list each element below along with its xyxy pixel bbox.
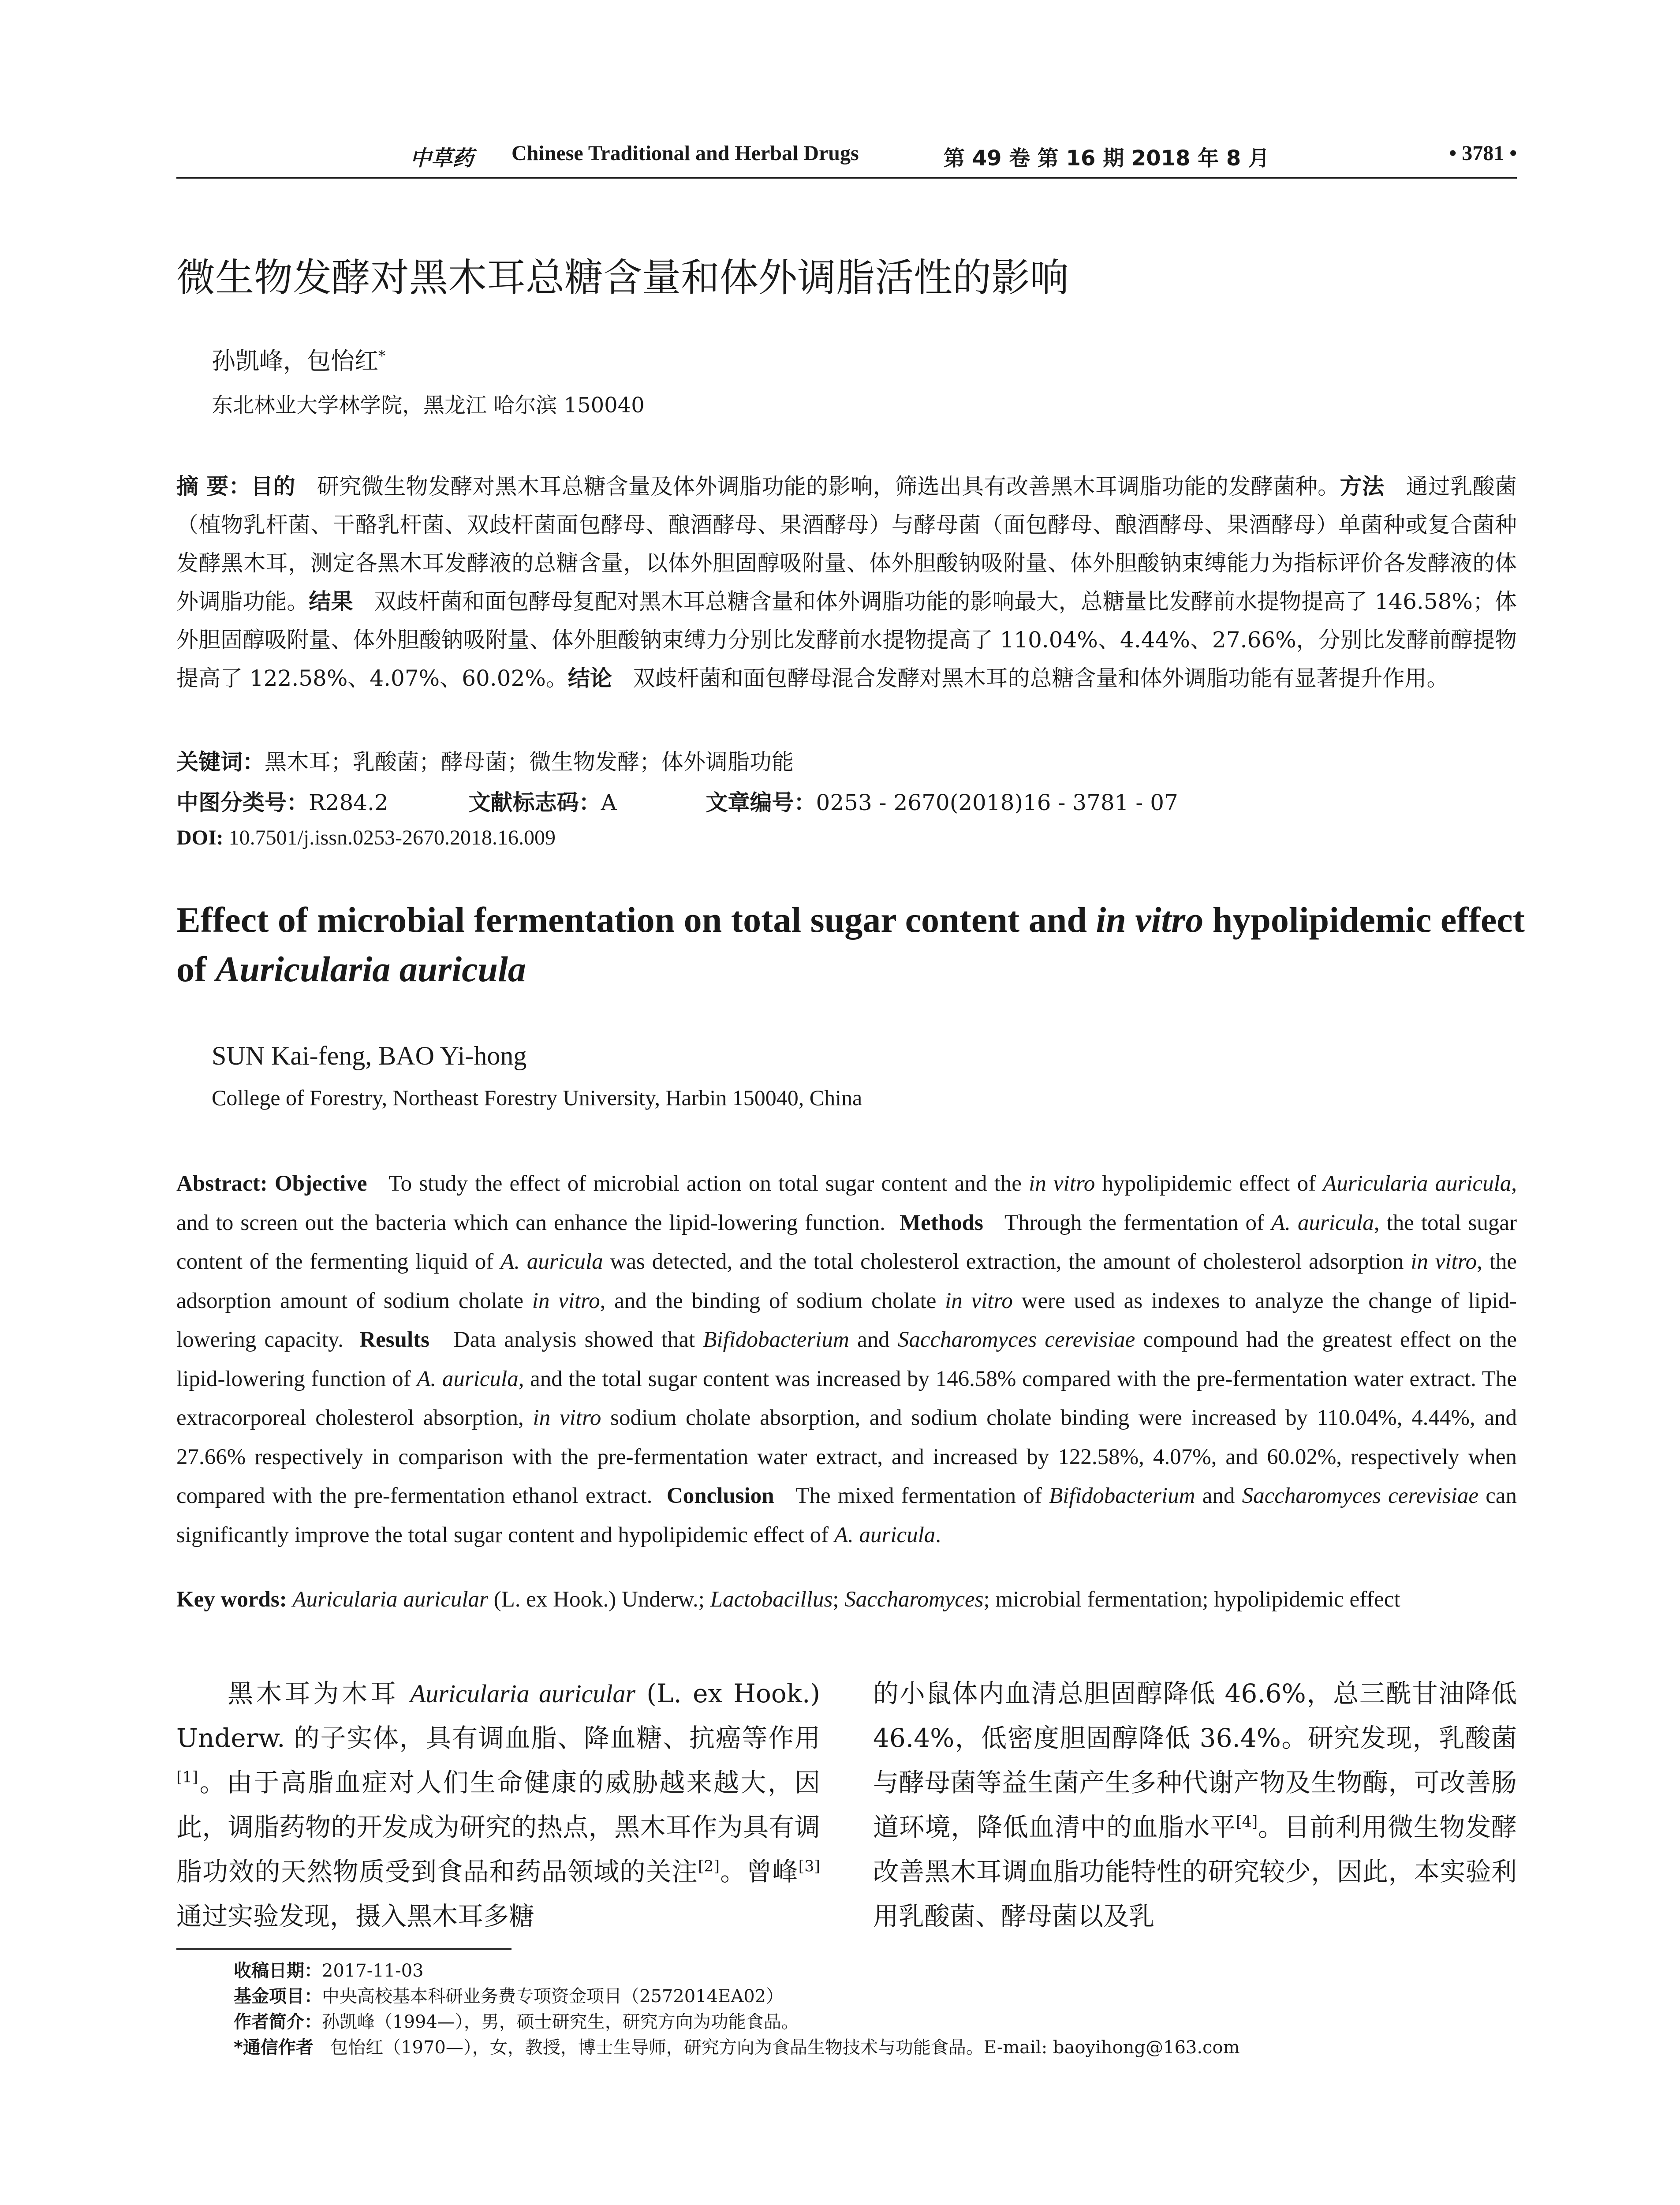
abstract-en-text: The mixed fermentation of: [795, 1484, 1049, 1508]
footnote-text: 孙凯峰（1994—），男，硕士研究生，研究方向为功能食品。: [322, 2012, 799, 2032]
header-rule: [176, 177, 1517, 179]
body-italic: Auricularia auricular: [410, 1679, 636, 1708]
abstract-en-methods-label: Methods: [900, 1210, 983, 1235]
abstract-en-italic: in vitro: [533, 1405, 601, 1430]
abstract-en-objective-label: Objective: [274, 1171, 367, 1196]
keywords-cn: [176, 744, 794, 776]
footnote-corresponding: [234, 2035, 1512, 2060]
keyword-text: ;: [833, 1587, 845, 1612]
abstract-en-text: and: [849, 1327, 898, 1352]
running-header: [176, 141, 1517, 176]
abstract-en-italic: A. auricula: [500, 1249, 603, 1274]
body-text: 黑木耳为木耳: [228, 1678, 410, 1708]
abstract-cn-results: 双歧杆菌和面包酵母复配对黑木耳总糖含量和体外调脂功能的影响最大，总糖量比发酵前水提物提高了 146.58%；体外胆固醇吸附量、体外胆酸钠吸附量、体外胆酸钠束缚力分别比发酵前水提物提高了 110.04%、4.44%、27.66%，分别比发酵前醇提物提高了 122.58%、4.07%、60.02%。: [176, 589, 1517, 691]
keyword-italic: Saccharomyces: [844, 1587, 984, 1612]
body-column-right: [873, 1671, 1517, 1939]
abstract-en-text: , the adsorption amount of sodium cholate: [176, 1249, 1517, 1313]
abstract-en-text: , and to screen out the bacteria which can enhance the lipid-lowering function.: [176, 1171, 1517, 1235]
footnote-text: 包怡红（1970—），女，教授，博士生导师，研究方向为食品生物技术与功能食品。E-mail: baoyihong@163.com: [330, 2037, 1240, 2058]
abstract-en-italic: Bifidobacterium: [1049, 1484, 1195, 1508]
footnote-rule: [176, 1948, 511, 1950]
keywords-cn-text: 黑木耳；乳酸菌；酵母菌；微生物发酵；体外调脂功能: [265, 749, 794, 775]
abstract-cn-conclusion-label: 结论: [567, 665, 612, 691]
body-text: 。曾峰: [720, 1857, 799, 1887]
abstract-en-italic: A. auricula: [1271, 1210, 1374, 1235]
classification-line: [176, 785, 1178, 817]
title-en: [176, 895, 1526, 994]
corresponding-mark: *: [378, 348, 386, 364]
footnotes: [234, 1958, 1512, 2060]
title-cn: 微生物发酵对黑木耳总糖含量和体外调脂活性的影响: [176, 255, 1069, 300]
title-en-italic1: in vitro: [1096, 900, 1204, 940]
abstract-en-italic: in vitro: [945, 1288, 1013, 1313]
doc-code-label: 文献标志码：: [468, 790, 601, 815]
abstract-en-italic: Saccharomyces cerevisiae: [1242, 1484, 1478, 1508]
authors-en: SUN Kai-feng, BAO Yi-hong: [212, 1041, 527, 1070]
abstract-en-text: hypolipidemic effect of: [1095, 1171, 1323, 1196]
abstract-en-text: was detected, and the total cholesterol extraction, the amount of cholesterol adsorption: [603, 1249, 1411, 1274]
keyword-text: (L. ex Hook.) Underw.;: [488, 1587, 710, 1612]
body-text: (L. ex Hook.) Underw. 的子实体，具有调血脂、降血糖、抗癌等作用: [176, 1678, 821, 1753]
footnote-author: [234, 2009, 1512, 2035]
authors-cn-names: 孙凯峰，包怡红: [212, 347, 378, 375]
abstract-en-italic: Saccharomyces cerevisiae: [897, 1327, 1135, 1352]
abstract-en-italic: in vitro: [532, 1288, 600, 1313]
affiliation-cn: 东北林业大学林学院，黑龙江 哈尔滨 150040: [212, 393, 645, 418]
journal-name-en: Chinese Traditional and Herbal Drugs: [511, 142, 859, 165]
page-number: • 3781 •: [1449, 142, 1517, 165]
abstract-en-text: To study the effect of microbial action on total sugar content and the: [388, 1171, 1029, 1196]
abstract-cn-conclusion: 双歧杆菌和面包酵母混合发酵对黑木耳的总糖含量和体外调脂功能有显著提升作用。: [633, 665, 1449, 691]
clc-value: R284.2: [309, 790, 388, 815]
clc-label: 中图分类号：: [176, 790, 309, 815]
footnote-label: *通信作者: [234, 2037, 314, 2058]
abstract-cn: [176, 467, 1517, 698]
abstract-en-text: were used as indexes to analyze the change of lipid-lowering capacity.: [176, 1288, 1517, 1352]
citation-ref[interactable]: [2]: [698, 1857, 720, 1876]
doi-value: 10.7501/j.issn.0253-2670.2018.16.009: [228, 826, 556, 849]
abstract-en-text: Data analysis showed that: [453, 1327, 703, 1352]
article-no-value: 0253 - 2670(2018)16 - 3781 - 07: [816, 790, 1178, 815]
keyword-italic: Auricularia auricular: [292, 1587, 488, 1612]
abstract-cn-methods: 通过乳酸菌（植物乳杆菌、干酪乳杆菌、双歧杆菌面包酵母、酿酒酵母、果酒酵母）与酵母菌（面包酵母、酿酒酵母、果酒酵母）单菌种或复合菌种发酵黑木耳，测定各黑木耳发酵液的总糖含量，以体外胆固醇吸附量、体外胆酸钠吸附量、体外胆酸钠束缚能力为指标评价各发酵液的体外调脂功能。: [176, 474, 1517, 614]
body-text: 通过实验发现，摄入黑木耳多糖: [176, 1901, 535, 1931]
abstract-cn-results-label: 结果: [309, 589, 353, 614]
abstract-en-conclusion-label: Conclusion: [666, 1484, 774, 1508]
abstract-en-results-label: Results: [359, 1327, 429, 1352]
abstract-en-text: can significantly improve the total sugar content and hypolipidemic effect of: [176, 1484, 1517, 1547]
keywords-en-label: Key words:: [176, 1587, 287, 1612]
abstract-en-italic: A. auricula: [834, 1522, 936, 1547]
abstract-en-label: Abstract:: [176, 1171, 268, 1196]
abstract-en-text: , and the binding of sodium cholate: [600, 1288, 945, 1313]
keyword-text: ; microbial fermentation; hypolipidemic effect: [983, 1587, 1400, 1612]
footnote-label: 基金项目：: [234, 1986, 322, 2007]
authors-cn: [212, 342, 385, 376]
citation-ref[interactable]: [4]: [1236, 1813, 1258, 1831]
footnote-text: 2017-11-03: [322, 1961, 424, 1981]
footnote-received: [234, 1958, 1512, 1984]
doi-line: [176, 826, 556, 850]
citation-ref[interactable]: [1]: [176, 1768, 198, 1786]
doc-code-value: A: [601, 790, 617, 815]
body-text: 。由于高脂血症对人们生命健康的威胁越来越大，因此，调脂药物的开发成为研究的热点，黑木耳作为具有调脂功效的天然物质受到食品和药品领域的关注: [176, 1768, 820, 1887]
title-en-part1: Effect of microbial fermentation on total sugar content and: [176, 900, 1096, 940]
abstract-cn-methods-label: 方法: [1340, 474, 1385, 499]
footnote-text: 中央高校基本科研业务费专项资金项目（2572014EA02）: [322, 1986, 784, 2007]
abstract-en-italic: Auricularia auricula: [1323, 1171, 1512, 1196]
body-text: 。目前利用微生物发酵改善黑木耳调血脂功能特性的研究较少，因此，本实验利用乳酸菌、酵母菌以及乳: [873, 1812, 1517, 1931]
abstract-en: [176, 1164, 1517, 1555]
keywords-cn-label: 关键词：: [176, 749, 265, 775]
issue-info: 第 49 卷 第 16 期 2018 年 8 月: [944, 146, 1269, 171]
footnote-fund: [234, 1984, 1512, 2009]
body-column-left: [176, 1671, 820, 1939]
keywords-en: [176, 1587, 1400, 1612]
abstract-en-text: , the total sugar content of the fermenting liquid of: [176, 1210, 1517, 1274]
abstract-en-text: compound had the greatest effect on the lipid-lowering function of: [176, 1327, 1517, 1391]
citation-ref[interactable]: [3]: [798, 1857, 820, 1876]
body-text: 的小鼠体内血清总胆固醇降低 46.6%，总三酰甘油降低 46.4%，低密度胆固醇降低 36.4%。研究发现，乳酸菌与酵母菌等益生菌产生多种代谢产物及生物酶，可改善肠道环境，降低血清中的血脂水平: [873, 1678, 1517, 1842]
abstract-en-italic: in vitro: [1411, 1249, 1477, 1274]
abstract-en-text: Through the fermentation of: [1004, 1210, 1272, 1235]
doi-label: DOI:: [176, 826, 224, 849]
title-en-part2: hypolipidemic effect of: [176, 900, 1525, 989]
abstract-en-text: , and the total sugar content was increased by 146.58% compared with the pre-fermentation water extract. The extracorporeal cholesterol absorption,: [176, 1366, 1517, 1430]
journal-name-cn: 中草药: [410, 146, 474, 171]
abstract-en-italic: in vitro: [1029, 1171, 1095, 1196]
keyword-italic: Lactobacillus: [710, 1587, 833, 1612]
abstract-en-italic: A. auricula: [417, 1366, 519, 1391]
abstract-cn-objective: 研究微生物发酵对黑木耳总糖含量及体外调脂功能的影响，筛选出具有改善黑木耳调脂功能的发酵菌种。: [317, 474, 1340, 499]
footnote-label: 作者简介：: [234, 2012, 322, 2032]
abstract-cn-label: 摘 要：: [176, 474, 251, 499]
abstract-en-text: sodium cholate absorption, and sodium cholate binding were increased by 110.04%, 4.44%, and 27.66% respectively in comparison with the pre-fermentation water extract, and increased by 122.58%, 4.07%, and 60.02%, respectively when compared with the pre-fermentation ethanol extract.: [176, 1405, 1517, 1508]
abstract-en-italic: Bifidobacterium: [703, 1327, 849, 1352]
article-no-label: 文章编号：: [706, 790, 816, 815]
footnote-label: 收稿日期：: [234, 1961, 322, 1981]
title-en-italic2: Auricularia auricula: [215, 949, 526, 989]
abstract-en-text: .: [935, 1522, 941, 1547]
affiliation-en: College of Forestry, Northeast Forestry University, Harbin 150040, China: [212, 1085, 862, 1110]
abstract-cn-objective-label: 目的: [251, 474, 295, 499]
abstract-en-text: and: [1195, 1484, 1242, 1508]
